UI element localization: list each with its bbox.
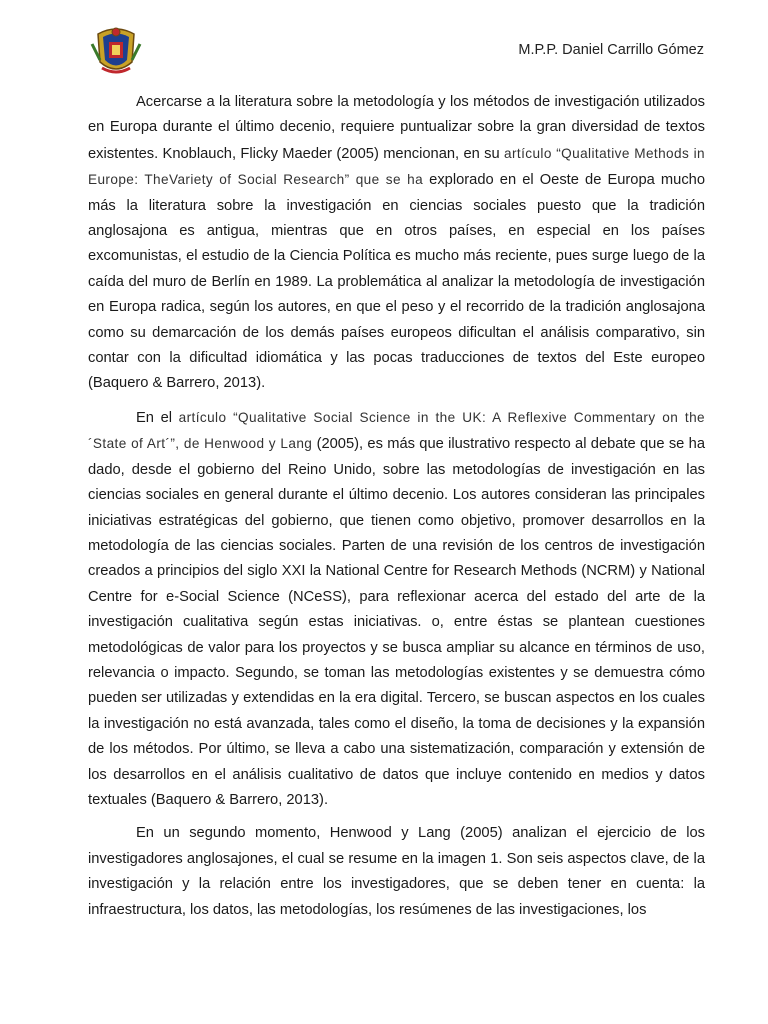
paragraph-3-text-a: En un segundo momento, Henwood y Lang (2005) analizan el ejercicio de los investigadores anglosajones, el cual se resume en la imagen 1. Son seis aspectos clave, de la investigación y la relación entre los investigadores, que se deben tener en cuenta: la infraestructura, los datos, las metodologías, los resúmenes de las investigaciones, los [88, 825, 705, 918]
paragraph-3 [88, 821, 705, 923]
paragraph-1-text-b: explorado en el Oeste de Europa mucho más la literatura sobre la investigación en ciencias sociales puesto que la tradición anglosajona es antigua, mientras que en otros países, en especial en los países excomunistas, el estudio de la Ciencia Política es mucho más reciente, pues surge luego de la caída del muro de Berlín en 1989. La problemática al analizar la metodología de investigación en Europa radica, según los autores, en que el peso y el recorrido de la tradición anglosajona como su demarcación de los demás países europeos dificultan el análisis comparativo, sin contar con la dificultad idiomática y las pocas traducciones de textos del Este europeo (Baquero & Barrero, 2013). [88, 172, 705, 392]
body-text [88, 90, 705, 931]
paragraph-1-article-title: artículo “Qualitative Methods in Europe: TheVariety of Social Research” que se ha [88, 145, 705, 188]
paragraph-2-article-title: artículo “Qualitative Social Science in the UK: A Reflexive Commentary on the ´State of Art´”, de Henwood y Lang [88, 409, 705, 452]
university-crest-icon [88, 22, 144, 78]
author-name: M.P.P. Daniel Carrillo Gómez [518, 42, 704, 58]
paragraph-1 [88, 90, 705, 397]
paragraph-2-text-b: (2005), es más que ilustrativo respecto al debate que se ha dado, desde el gobierno del Reino Unido, sobre las metodologías de investigación en las ciencias sociales en general durante el último decenio. Los autores consideran las principales iniciativas estratégicas del gobierno, que tienen como objetivo, promover desarrollos en la metodología de las ciencias sociales. Parten de una revisión de los centros de investigación creados a principios del siglo XXI la National Centre for Research Methods (NCRM) y National Centre for e-Social Science (NCeSS), para reflexionar acerca del estado del arte de la investigación cualitativa según estas iniciativas. o, entre éstas se plantean cuestiones metodológicas de valor para los proyectos y se busca ampliar su alcance en términos de uso, relevancia o impacto. Segundo, se toman las metodologías existentes y se demuestra cómo pueden ser utilizadas y extendidas en la era digital. Tercero, se buscan aspectos en los cuales la investigación no está avanzada, tales como el diseño, la toma de decisiones y la expansión de los métodos. Por último, se lleva a cabo una sistematización, comparación y extensión de los desarrollos en el análisis cualitativo de datos que incluye contenido en medios y datos textuales (Baquero & Barrero, 2013). [88, 436, 705, 808]
paragraph-2-text-a: En el [136, 409, 173, 426]
paragraph-2 [88, 405, 705, 814]
paragraph-1-text-a: Acercarse a la literatura sobre la metodología y los métodos de investigación utilizados en Europa durante el último decenio, requiere puntualizar sobre la gran diversidad de textos existentes. Knoblauch, Flicky Maeder (2005) mencionan, en su [88, 94, 705, 162]
